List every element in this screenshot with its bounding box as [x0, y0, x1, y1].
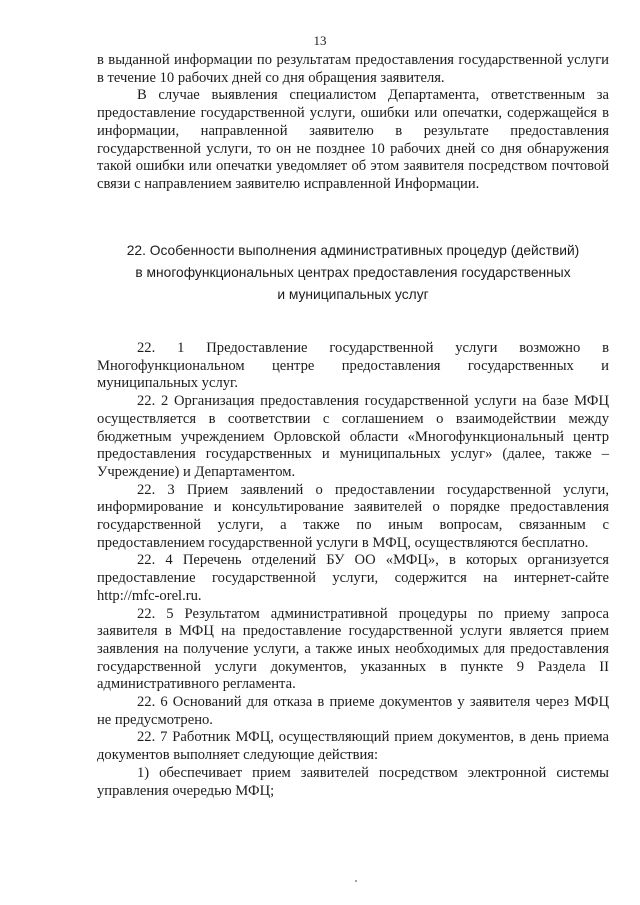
- clause-22-5: 22. 5 Результатом административной процедуры по приему запроса заявителя в МФЦ на предоставление государственной услуги является прием заявления на получение услуги, а также иных необходимых для предоставления государственной услуги документов, указанных в пункте 9 Раздела II административного регламента.: [97, 605, 609, 693]
- clause-22-7: 22. 7 Работник МФЦ, осуществляющий прием документов, в день приема документов выполняет следующие действия:: [97, 729, 609, 764]
- clause-22-4: 22. 4 Перечень отделений БУ ОО «МФЦ», в которых организуется предоставление государственной услуги, содержится на интернет-сайте http://mfc-orel.ru.: [97, 552, 609, 604]
- clause-22-1: 22. 1 Предоставление государственной услуги возможно в Многофункциональном центре предоставления государственных и муниципальных услуг.: [97, 340, 609, 392]
- paragraph-error-correction: В случае выявления специалистом Департамента, ответственным за предоставление государственной услуги, ошибки или опечатки, содержащейся в информации, направленной заявителю в результате предоставления государственной услуги, то он не позднее 10 рабочих дней со дня обнаружения такой ошибки или опечатки уведомляет об этом заявителя посредством почтовой связи с направлением заявителю исправленной Информации.: [97, 87, 609, 192]
- clause-22-6: 22. 6 Оснований для отказа в приеме документов у заявителя через МФЦ не предусмотрено.: [97, 694, 609, 728]
- page-number: 13: [313, 33, 327, 48]
- top-text-block: [97, 52, 609, 194]
- clause-22-3: 22. 3 Прием заявлений о предоставлении государственной услуги, информирование и консультирование заявителей о порядке предоставления государственной услуги, а также по иным вопросам, связанным с предоставлением государственной услуги в МФЦ, осуществляются бесплатно.: [97, 481, 609, 551]
- clause-22-7-item-1: 1) обеспечивает прием заявителей посредством электронной системы управления очередью МФЦ;: [97, 764, 609, 799]
- section-heading: [97, 240, 609, 306]
- section-heading-line-2: в многофункциональных центрах предоставления государственных: [135, 265, 571, 280]
- clauses-block: [97, 340, 609, 800]
- scan-speck: [355, 880, 357, 882]
- clause-22-2: 22. 2 Организация предоставления государственной услуги на базе МФЦ осуществляется в соответствии с соглашением о взаимодействии между бюджетным учреждением Орловской области «Многофункциональный центр предоставления государственных и муниципальных услуг» (далее, также – Учреждение) и Департаментом.: [97, 393, 609, 480]
- paragraph-continuation: в выданной информации по результатам предоставления государственной услуги в течение 10 рабочих дней со дня обращения заявителя.: [97, 52, 609, 86]
- section-heading-line-3: и муниципальных услуг: [277, 287, 429, 302]
- section-heading-line-1: 22. Особенности выполнения административных процедур (действий): [126, 243, 580, 258]
